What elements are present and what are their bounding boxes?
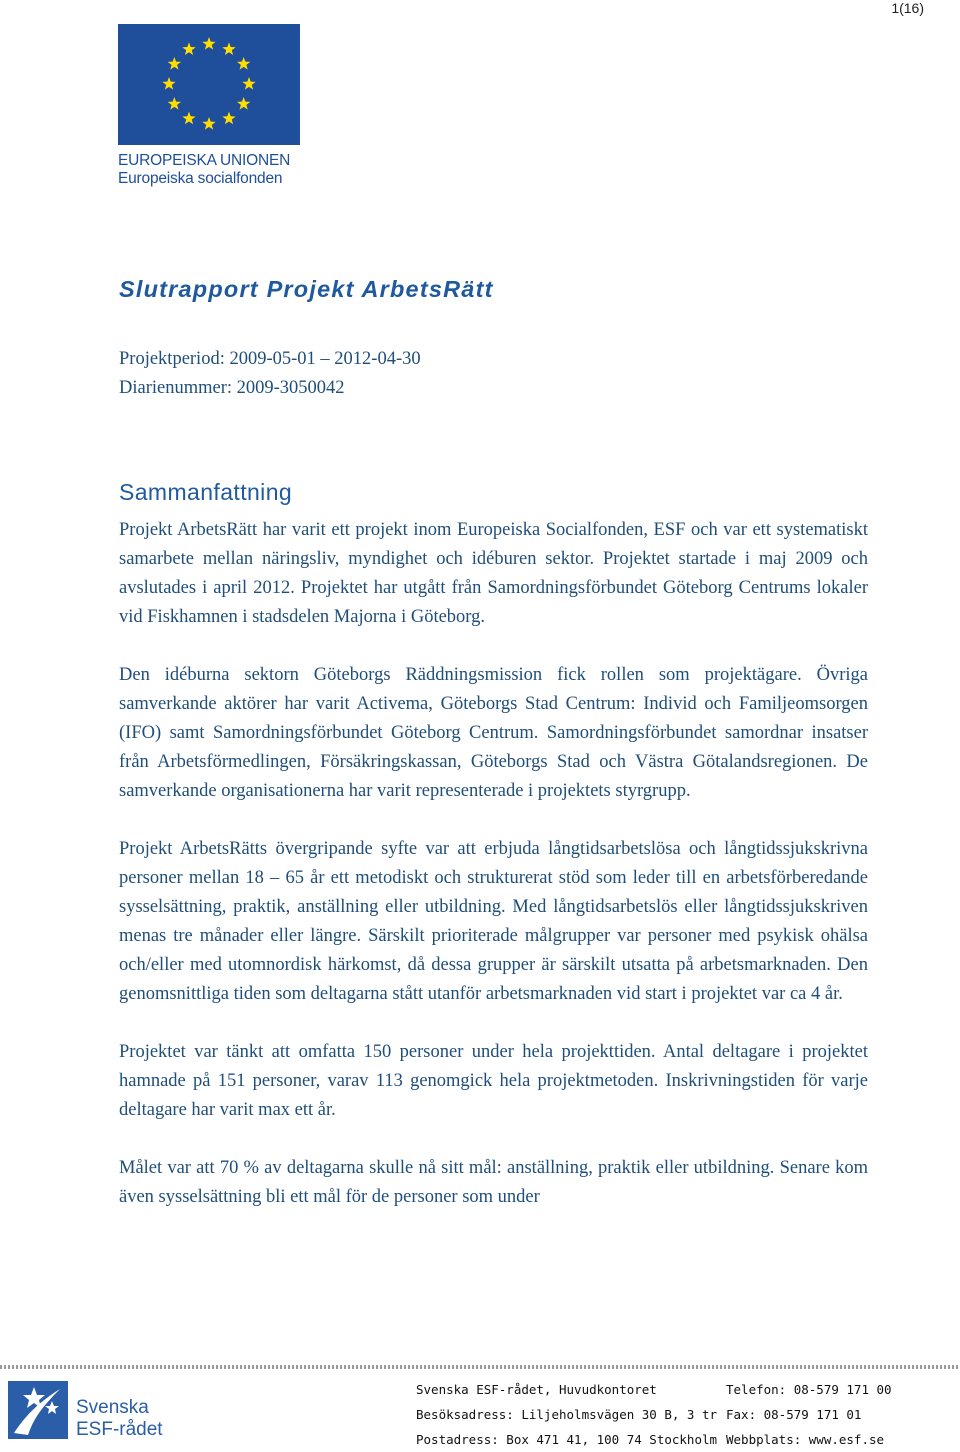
document-title: Slutrapport Projekt ArbetsRätt xyxy=(119,276,494,302)
eu-flag-icon xyxy=(118,24,300,145)
footer-visit-address: Besöksadress: Liljeholmsvägen 30 B, 3 tr xyxy=(416,1407,718,1422)
paragraph: Projektet var tänkt att omfatta 150 personer under hela projekttiden. Antal deltagare i projektet hamnade på 151 personer, varav 113 genomgick hela projektmetoden. Inskrivningstiden för varje deltagare har varit max ett år. xyxy=(119,1042,868,1120)
paragraph: Den idéburna sektorn Göteborgs Räddningsmission fick rollen som projektägare. Övriga samverkande aktörer har varit Activema, Göteborgs Stad Centrum: Individ och Familjeomsorgen (IFO) samt Samordningsförbundet Göteborg Centrum. Samordningsförbundet samordnar insatser från Arbetsförmedlingen, Försäkringskassan, Göteborgs Stad och Västra Götalandsregionen. De samverkande organisationerna har varit representerade i projektets styrgrupp. xyxy=(119,665,868,801)
page-number: 1(16) xyxy=(891,0,924,16)
eu-logo-line1: EUROPEISKA UNIONEN xyxy=(118,152,291,169)
body-text xyxy=(119,516,868,1241)
eu-logo xyxy=(118,24,302,188)
esf-radet-wordmark: Svenska ESF-rådet xyxy=(76,1397,163,1440)
project-period: Projektperiod: 2009-05-01 – 2012-04-30 xyxy=(119,349,421,369)
paragraph: Projekt ArbetsRätt har varit ett projekt inom Europeiska Socialfonden, ESF och var ett systematiskt samarbete mellan näringsliv, myndighet och idéburen sektor. Projektet startade i maj 2009 och avslutades i april 2012. Projektet har utgått från Samordningsförbundet Göteborg Centrums lokaler vid Fiskhamnen i stadsdelen Majorna i Göteborg. xyxy=(119,520,868,627)
footer-phone: Telefon: 08-579 171 00 xyxy=(726,1382,892,1397)
footer-fax: Fax: 08-579 171 01 xyxy=(726,1407,862,1422)
paragraph: Projekt ArbetsRätts övergripande syfte var att erbjuda långtidsarbetslösa och långtidssjukskrivna personer mellan 18 – 65 år ett metodiskt och strukturerat stöd som leder till en arbetsförberedande sysselsättning, praktik, anställning eller utbildning. Med långtidsarbetslös eller långtidssjukskriven menas tre månader eller längre. Särskilt prioriterade målgrupper var personer med psykisk ohälsa och/eller med utomnordisk härkomst, då dessa grupper är särskilt utsatta på arbetsmarknaden. Den genomsnittliga tiden som deltagarna stått utanför arbetsmarknaden vid start i projektet var ca 4 år. xyxy=(119,839,868,1004)
footer-contact xyxy=(726,1377,892,1452)
project-meta xyxy=(119,345,421,403)
paragraph: Målet var att 70 % av deltagarna skulle nå sitt mål: anställning, praktik eller utbildning. Senare kom även sysselsättning bli ett mål för de personer som under xyxy=(119,1158,868,1207)
footer-postal-address: Postadress: Box 471 41, 100 74 Stockholm xyxy=(416,1432,718,1447)
footer-address xyxy=(416,1377,717,1452)
footer-divider xyxy=(0,1365,960,1369)
footer-org: Svenska ESF-rådet, Huvudkontoret xyxy=(416,1382,657,1397)
eu-logo-line2: Europeiska socialfonden xyxy=(118,170,283,187)
footer-website[interactable]: Webbplats: www.esf.se xyxy=(726,1432,885,1447)
section-heading: Sammanfattning xyxy=(119,479,293,505)
diary-number: Diarienummer: 2009-3050042 xyxy=(119,378,345,398)
